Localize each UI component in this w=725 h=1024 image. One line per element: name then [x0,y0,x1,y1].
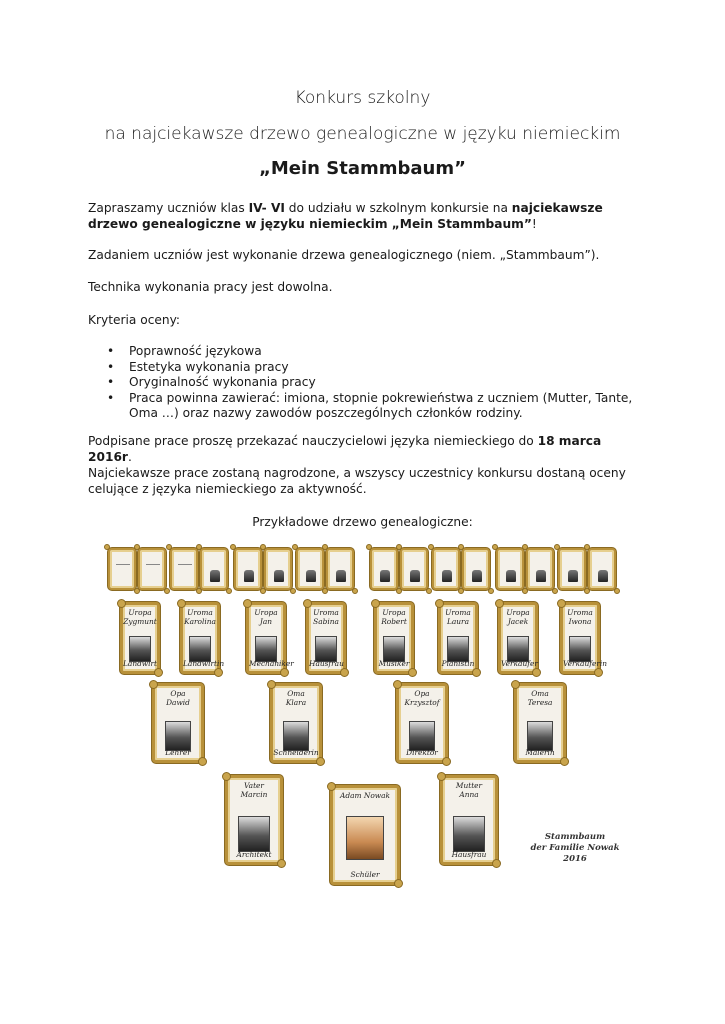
ancestor-mini-frame [296,548,324,590]
portrait-frame [440,775,498,865]
person-job: Mechaniker [249,658,294,668]
person-name: Vater Marcin [240,781,268,799]
person-name: Oma Teresa [527,689,553,707]
person-job: Landwirt [123,658,157,668]
person-name: Uroma Karolina [184,608,216,626]
person-job: Malerin [525,747,555,757]
invitation-contest: najciekawsze drzewo genealogiczne w języku niemieckim „Mein Stammbaum” [88,201,603,231]
person-job: Landwirtin [183,658,225,668]
person-name: Uroma Iwona [567,608,593,626]
portrait-photo [598,570,608,582]
technique-paragraph: Technika wykonania pracy jest dowolna. [88,280,333,294]
invitation-end: ! [531,217,537,231]
portrait-photo [568,570,578,582]
person-job: Hausfrau [451,849,487,859]
portrait-photo [306,570,316,582]
person-name: Uropa Zygmunt [123,608,157,626]
list-item: • Estetyka wykonania pracy [129,360,633,376]
criteria-title: Kryteria oceny: [88,313,181,327]
person-name: Uropa Jacek [506,608,530,626]
portrait-frame [330,785,400,885]
portrait-frame [306,602,346,674]
portrait-frame [180,602,225,674]
person-name: Uropa Jan [254,608,278,626]
portrait-photo [336,570,346,582]
portrait-frame [246,602,294,674]
person-job: Verkäuferin [563,658,607,668]
portrait-frame [514,683,566,763]
person-name: Adam Nowak [340,791,390,800]
ancestor-mini-frame [588,548,616,590]
portrait-frame [560,602,607,674]
portrait-photo [506,570,516,582]
ancestor-mini-frame [326,548,354,590]
portrait-photo [274,570,284,582]
empty-line [178,564,192,565]
portrait-photo [409,721,435,751]
ancestor-mini-frame [200,548,228,590]
ancestor-mini-frame [462,548,490,590]
person-name: Uroma Laura [445,608,471,626]
portrait-frame [438,602,478,674]
ancestor-mini-frame [138,548,166,590]
portrait-photo [238,816,270,852]
person-job: Lehrer [165,747,191,757]
person-job: Direktor [406,747,438,757]
header-subtitle: na najciekawsze drzewo genealogiczne w języku niemieckim [104,124,621,144]
invitation-text-a: Zapraszamy uczniów klas [88,201,249,215]
person-job: Schneiderin [273,747,319,757]
portrait-frame [374,602,414,674]
portrait-photo [283,721,309,751]
person-name: Opa Dawid [166,689,190,707]
portrait-photo [472,570,482,582]
ancestor-mini-frame [558,548,586,590]
ancestor-mini-frame [370,548,398,590]
portrait-frame [498,602,538,674]
family-tree-image [100,540,620,895]
list-item: • Poprawność językowa [129,344,633,360]
portrait-photo [346,816,384,860]
list-item: • Oryginalność wykonania pracy [129,375,633,391]
deadline-date: 18 marca 2016r [88,434,602,464]
deadline-end: . [127,450,132,464]
person-job: Musiker [378,658,410,668]
criteria-list [88,344,633,422]
person-name: Uropa Robert [381,608,407,626]
portrait-frame [120,602,160,674]
ancestor-mini-frame [264,548,292,590]
person-job: Pianistin [441,658,475,668]
portrait-photo [165,721,191,751]
portrait-photo [244,570,254,582]
portrait-photo [536,570,546,582]
deadline-text: Podpisane prace proszę przekazać nauczycielowi języka niemieckiego do [88,434,538,448]
person-name: Mutter Anna [455,781,483,799]
person-job: Architekt [236,849,272,859]
ancestor-mini-frame [526,548,554,590]
ancestor-mini-frame [432,548,460,590]
portrait-photo [380,570,390,582]
ancestor-mini-frame [496,548,524,590]
person-name: Oma Klara [285,689,307,707]
list-item: • Praca powinna zawierać: imiona, stopnie pokrewieństwa z uczniem (Mutter, Tante, Oma …) oraz nazwy zawodów poszczególnych członków rodziny. [129,391,633,422]
contest-name: „Mein Stammbaum” [259,158,466,179]
portrait-photo [527,721,553,751]
portrait-photo [453,816,485,852]
portrait-frame [152,683,204,763]
portrait-photo [442,570,452,582]
person-job: Hausfrau [309,658,344,668]
ancestor-mini-frame [234,548,262,590]
empty-line [146,564,160,565]
task-paragraph: Zadaniem uczniów jest wykonanie drzewa genealogicznego (niem. „Stammbaum”). [88,248,600,262]
header-title: Konkurs szkolny [294,88,431,108]
tree-signature: Stammbaum der Familie Nowak 2016 [530,832,620,864]
awards-paragraph: Najciekawsze prace zostaną nagrodzone, a wszyscy uczestnicy konkursu dostaną oceny celujące z języka niemieckiego za aktywność. [88,466,626,496]
person-name: Opa Krzysztof [404,689,440,707]
person-job: Schüler [350,869,380,879]
person-job: Verkäufer [501,658,538,668]
invitation-text-b: do udziału w szkolnym konkursie na [284,201,512,215]
portrait-frame [396,683,448,763]
person-name: Uroma Sabina [313,608,339,626]
portrait-photo [210,570,220,582]
deadline-paragraph [88,433,633,465]
invitation-classes: IV- VI [248,201,285,215]
empty-line [116,564,130,565]
portrait-photo [410,570,420,582]
portrait-frame [225,775,283,865]
ancestor-mini-frame [170,548,198,590]
invitation-paragraph [88,200,633,232]
ancestor-mini-frame [400,548,428,590]
tree-caption: Przykładowe drzewo genealogiczne: [252,515,473,529]
portrait-frame [270,683,322,763]
ancestor-mini-frame [108,548,136,590]
